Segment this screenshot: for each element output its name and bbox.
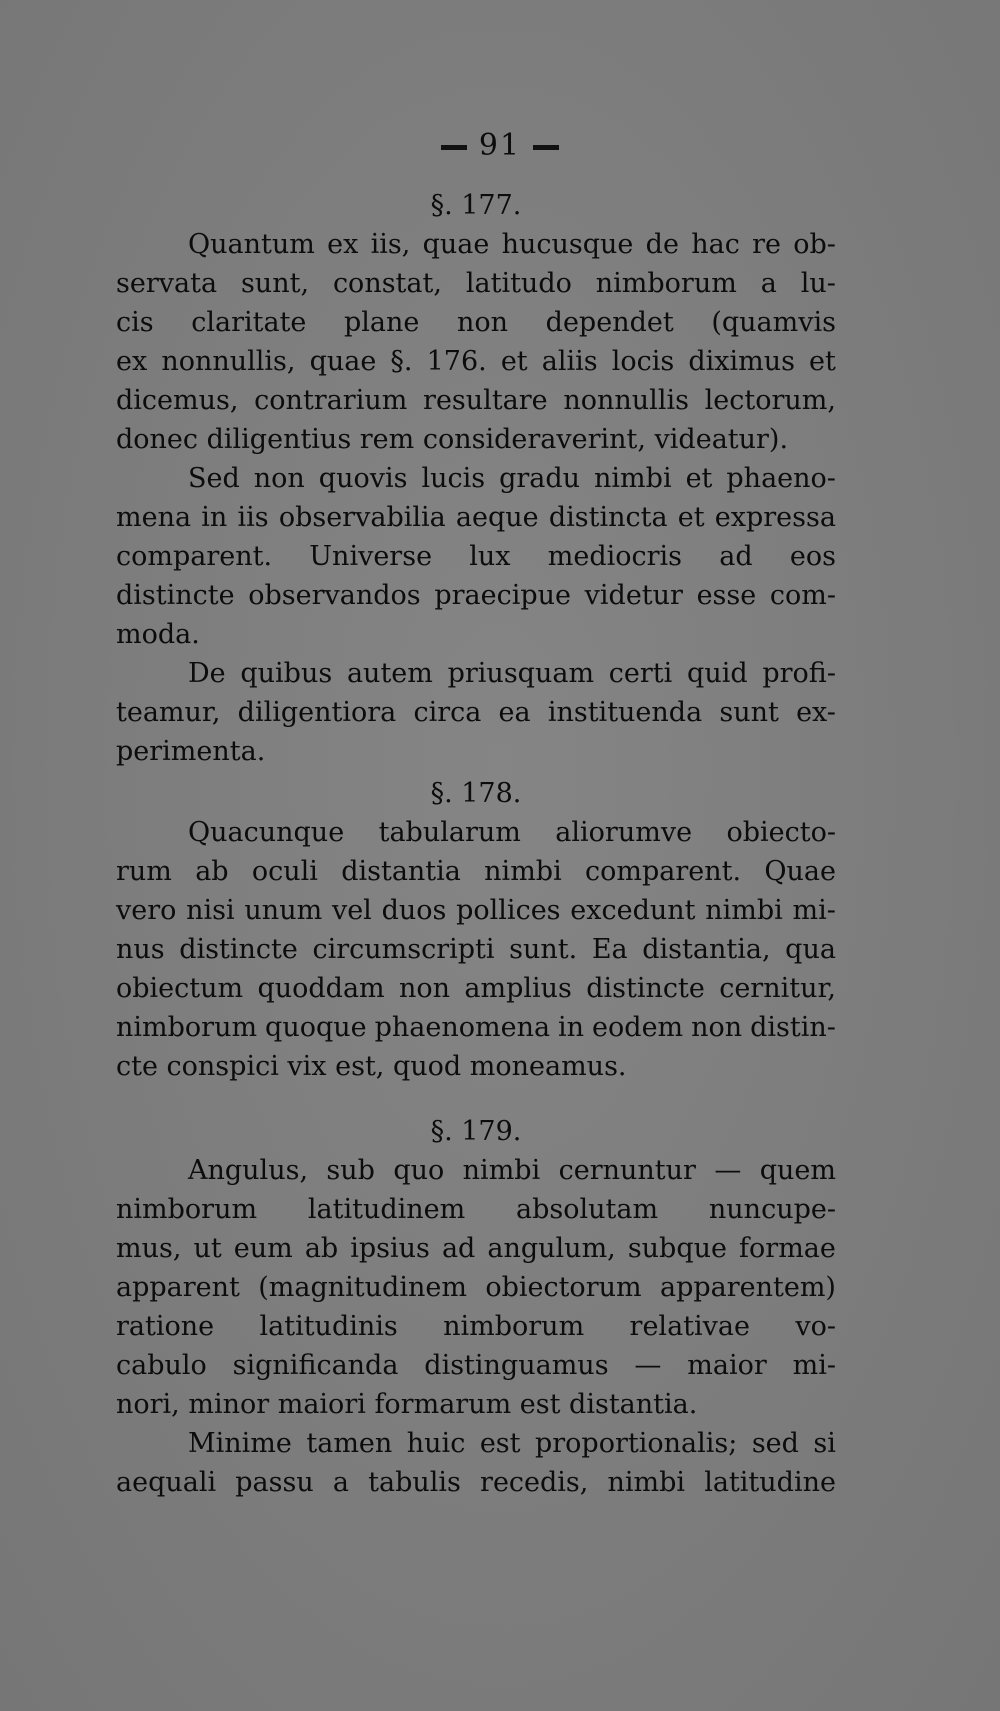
section-179 bbox=[116, 1112, 836, 1502]
paragraph bbox=[116, 813, 836, 1086]
text-line: cis claritate plane non dependet (quamvis bbox=[116, 307, 836, 338]
text-line: perimenta. bbox=[116, 736, 266, 767]
page-number: 91 bbox=[478, 128, 522, 163]
text-line: aequali passu a tabulis recedis, nimbi latitudine bbox=[116, 1467, 836, 1498]
paragraph bbox=[116, 1151, 836, 1424]
text-line: Quacunque tabularum aliorumve obiecto- bbox=[188, 817, 836, 848]
text-line: teamur, diligentiora circa ea instituenda sunt ex- bbox=[116, 697, 836, 728]
section-heading: §. 177. bbox=[430, 190, 522, 221]
section-177 bbox=[116, 186, 836, 771]
text-line: ratione latitudinis nimborum relativae vo- bbox=[116, 1311, 836, 1342]
text-line: Angulus, sub quo nimbi cernuntur — quem bbox=[188, 1155, 836, 1186]
paragraph bbox=[116, 1424, 836, 1502]
text-line: servata sunt, constat, latitudo nimborum a lu- bbox=[116, 268, 836, 299]
text-line: obiectum quoddam non amplius distincte cernitur, bbox=[116, 973, 836, 1004]
paragraph bbox=[116, 459, 836, 654]
section-heading: §. 179. bbox=[430, 1116, 522, 1147]
text-line: nimborum quoque phaenomena in eodem non distin- bbox=[116, 1012, 836, 1043]
text-line: Quantum ex iis, quae hucusque de hac re ob- bbox=[188, 229, 836, 260]
text-line: nus distincte circumscripti sunt. Ea distantia, qua bbox=[116, 934, 836, 965]
text-line: Minime tamen huic est proportionalis; sed si bbox=[188, 1428, 836, 1459]
text-line: dicemus, contrarium resultare nonnullis lectorum, bbox=[116, 385, 836, 416]
header-dash-left bbox=[441, 145, 467, 150]
text-line: ex nonnullis, quae §. 176. et aliis locis diximus et bbox=[116, 346, 836, 377]
text-line: distincte observandos praecipue videtur esse com- bbox=[116, 580, 836, 611]
text-line: Sed non quovis lucis gradu nimbi et phaeno- bbox=[188, 463, 836, 494]
text-line: cte conspici vix est, quod moneamus. bbox=[116, 1051, 627, 1082]
page-header bbox=[0, 128, 1000, 163]
text-line: mena in iis observabilia aeque distincta et expressa bbox=[116, 502, 836, 533]
text-line: rum ab oculi distantia nimbi comparent. Quae bbox=[116, 856, 836, 887]
text-line: donec diligentius rem consideraverint, videatur). bbox=[116, 424, 789, 455]
text-line: De quibus autem priusquam certi quid profi- bbox=[188, 658, 836, 689]
text-line: nori, minor maiori formarum est distantia. bbox=[116, 1389, 698, 1420]
section-heading: §. 178. bbox=[430, 778, 522, 809]
text-line: nimborum latitudinem absolutam nuncupe- bbox=[116, 1194, 836, 1225]
paragraph bbox=[116, 654, 836, 771]
header-dash-right bbox=[533, 145, 559, 150]
text-line: apparent (magnitudinem obiectorum apparentem) bbox=[116, 1272, 836, 1303]
text-line: comparent. Universe lux mediocris ad eos bbox=[116, 541, 836, 572]
section-178 bbox=[116, 774, 836, 1086]
text-line: vero nisi unum vel duos pollices excedunt nimbi mi- bbox=[116, 895, 836, 926]
text-line: mus, ut eum ab ipsius ad angulum, subque formae bbox=[116, 1233, 836, 1264]
text-line: cabulo significanda distinguamus — maior mi- bbox=[116, 1350, 836, 1381]
paragraph bbox=[116, 225, 836, 459]
text-line: moda. bbox=[116, 619, 200, 650]
